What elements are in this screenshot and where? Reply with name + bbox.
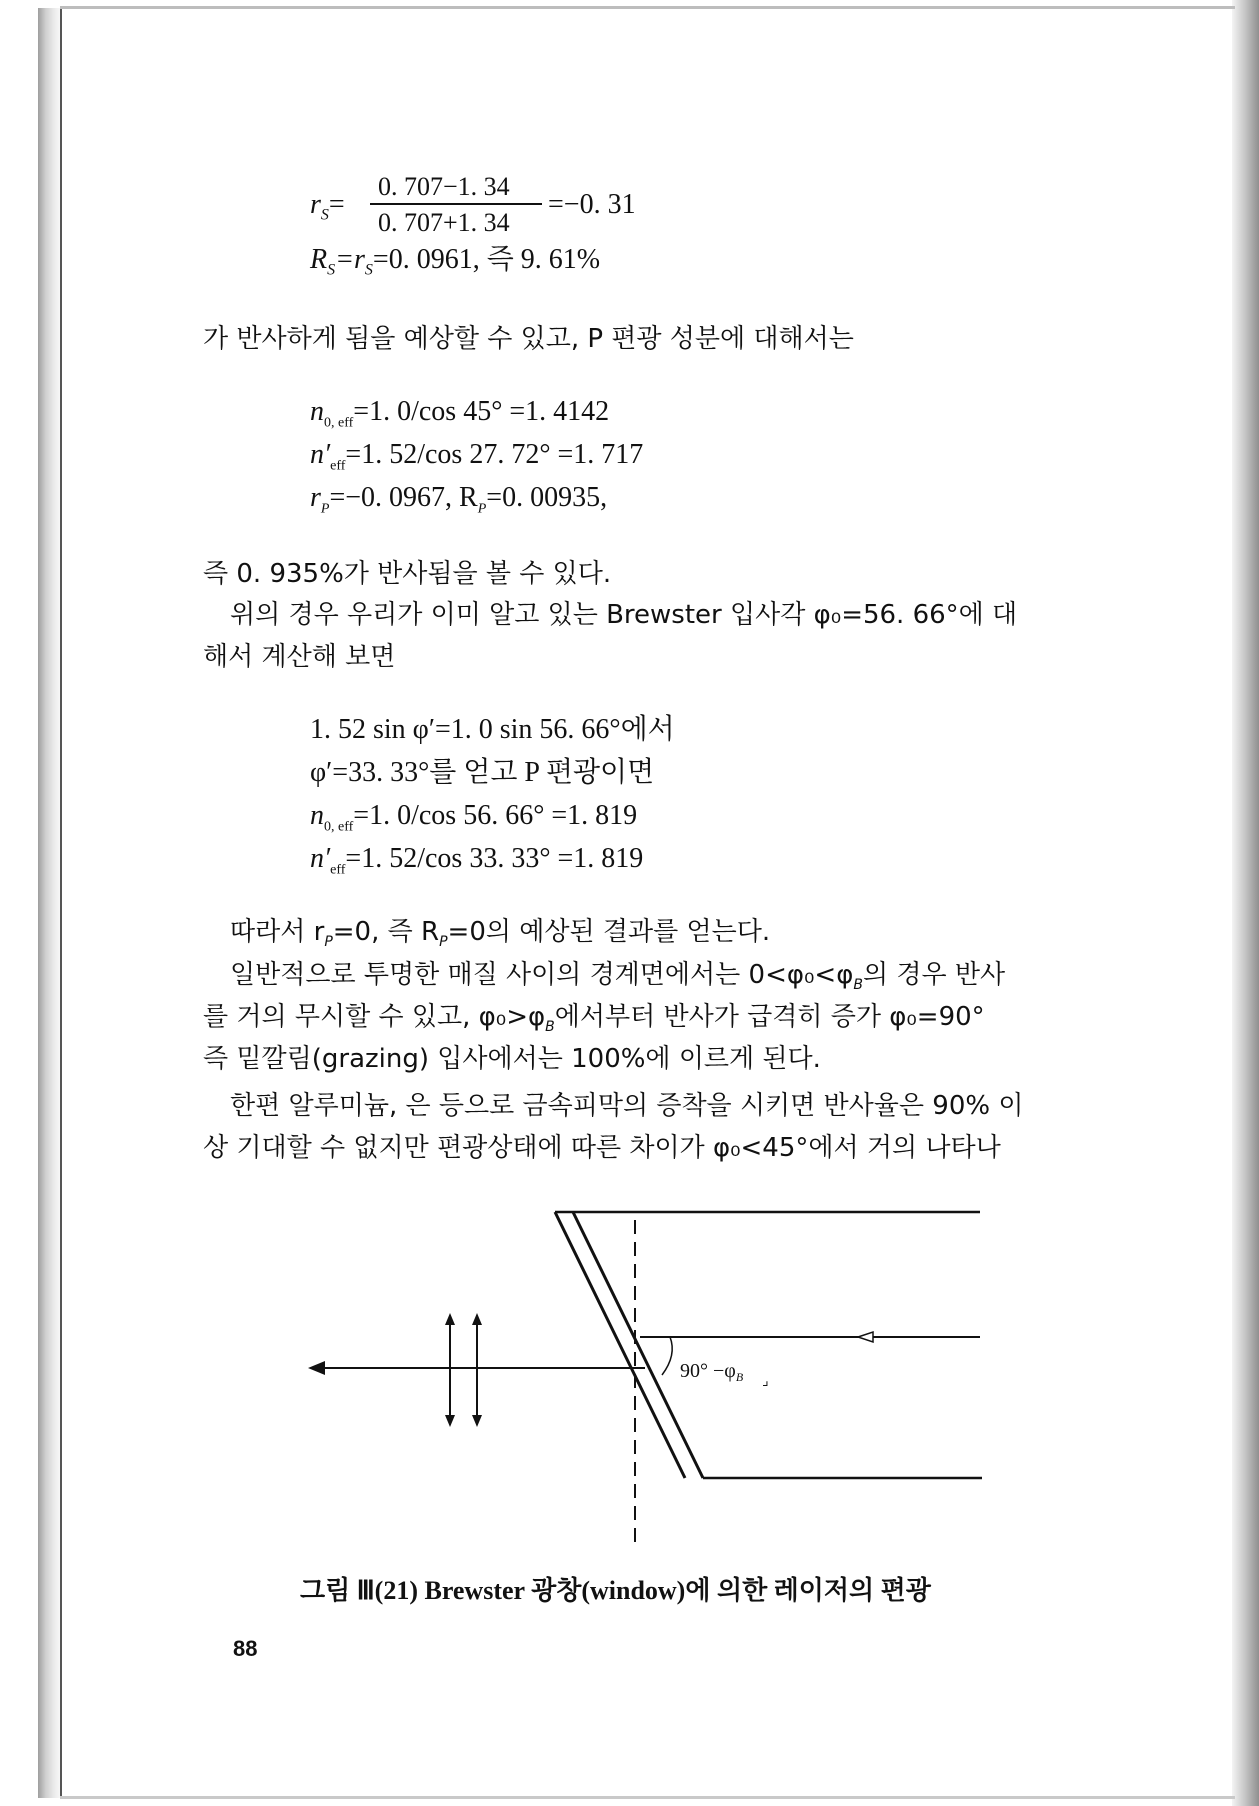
paragraph-5-line-1: 일반적으로 투명한 매질 사이의 경계면에서는 $0<\varphi_0<\varphi_B$의 경우 반사 (230, 960, 1006, 994)
paragraph-5-line-2: 를 거의 무시할 수 있고, $\varphi_0>\varphi_B$에서부터 반사가 급격히 증가 φ₀=90° (203, 1002, 985, 1036)
angle-label: $90^\circ -\varphi_B$ (680, 1360, 744, 1384)
window-inner-edge (573, 1212, 703, 1478)
paragraph-6-line-1: 한편 알루미늄, 은 등으로 금속피막의 증착을 시키면 반사율은 90% 이 (230, 1091, 1024, 1121)
rs-result: =−0. 31 (548, 189, 636, 220)
rs-denominator: 0. 707+1. 34 (378, 208, 510, 237)
fraction-bar (370, 203, 542, 205)
paragraph-1: 가 반사하게 됨을 예상할 수 있고, P 편광 성분에 대해서는 (203, 324, 854, 354)
rs-numerator: 0. 707−1. 34 (378, 172, 510, 201)
angle-arc (662, 1337, 672, 1375)
page-right-shadow (1232, 0, 1259, 1806)
page-top-edge (60, 6, 1235, 9)
brewster-snell-equation: 1. 52 sin φ′=1. 0 sin 56. 66°에서 (310, 714, 675, 745)
paragraph-4: 따라서 $r_P=0$, 즉 $R_P=0$의 예상된 결과를 얻는다. (230, 917, 771, 951)
paragraph-3-line-1: 위의 경우 우리가 이미 알고 있는 Brewster 입사각 φ₀=56. 66°에 대 (230, 600, 1018, 630)
rp-equation: $r_P=-0$. 0967, $R_P=0$. 00935, (310, 482, 608, 517)
rs-symbol: $r_S=$ (310, 189, 345, 224)
corner-mark: ⌟ (762, 1373, 769, 1389)
brewster-neff: $n'_{eff}=1$. 52/cos 33. 33° =1. 819 (310, 843, 644, 878)
paragraph-3-line-2: 해서 계산해 보면 (203, 642, 396, 672)
paragraph-2: 즉 0. 935%가 반사됨을 볼 수 있다. (203, 559, 612, 589)
neff-equation: $n'_{eff}=1$. 52/cos 27. 72° =1. 717 (310, 439, 644, 474)
page-bottom-edge (60, 1796, 1235, 1799)
figure-caption: 그림 Ⅲ(21) Brewster 광창(window)에 의한 레이저의 편광 (300, 1576, 931, 1605)
page-left-edge (60, 8, 62, 1798)
Rs-equation: $R_S=r_S=0$. 0961, 즉 9. 61% (310, 244, 601, 279)
n0-eff-equation: $n_{0, eff}=1$. 0/cos 45° =1. 4142 (310, 396, 610, 431)
brewster-window-diagram (290, 1195, 1010, 1565)
paragraph-5-line-3: 즉 밑깔림(grazing) 입사에서는 100%에 이르게 된다. (203, 1044, 821, 1074)
window-outer-edge (555, 1212, 685, 1478)
incident-arrow (858, 1332, 873, 1342)
output-arrow-head (308, 1361, 325, 1375)
brewster-n0-eff: $n_{0, eff}=1$. 0/cos 56. 66° =1. 819 (310, 800, 638, 835)
page-number: 88 (233, 1636, 258, 1661)
paragraph-6-line-2: 상 기대할 수 없지만 편광상태에 따른 차이가 φ₀<45°에서 거의 나타나 (203, 1133, 1001, 1163)
book-spine-shadow (38, 8, 60, 1798)
brewster-angle-result: φ′=33. 33°를 얻고 P 편광이면 (310, 757, 655, 788)
